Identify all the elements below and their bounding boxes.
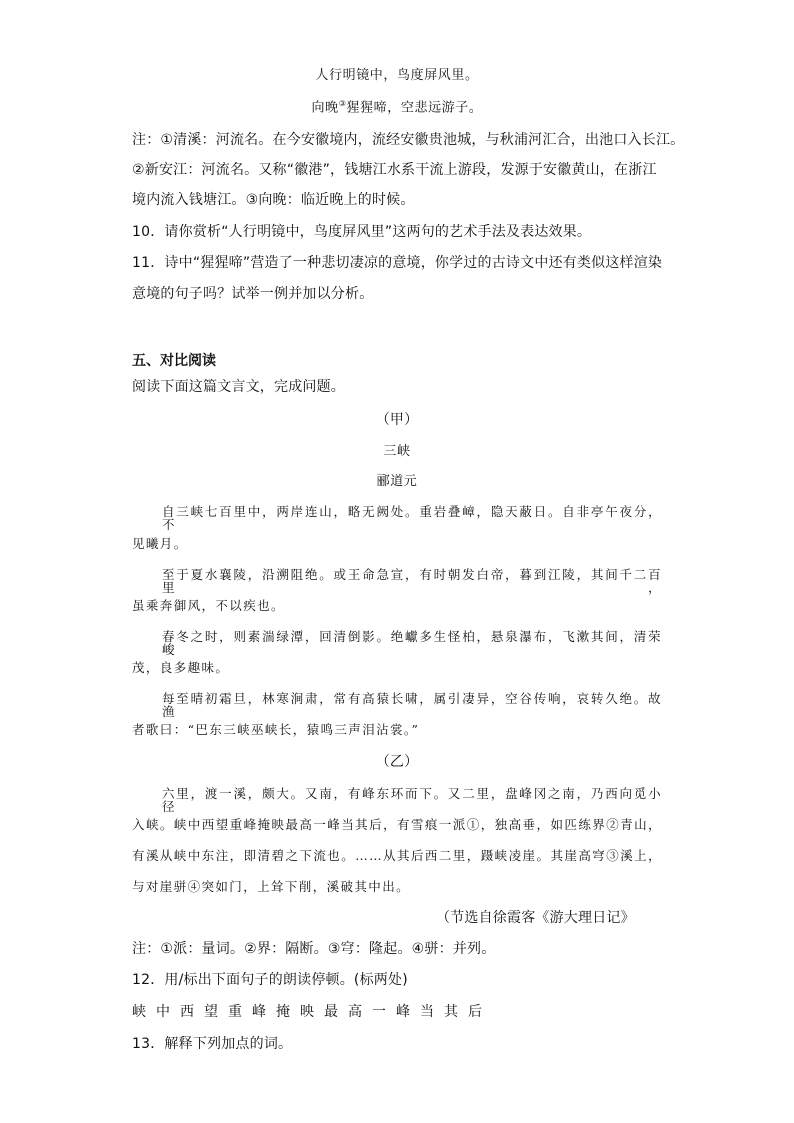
question-12: 12．用/标出下面句子的朗读停顿。(标两处) [132, 972, 408, 988]
text-a-p4-line-1: 每至晴初霜旦，林寒涧肃，常有高猿长啸，属引凄异，空谷传响，哀转久绝。故渔 [162, 691, 662, 719]
text-a-p4-line-2: 者歌曰：“巴东三峡巫峡长，猿鸣三声泪沾裳。” [132, 722, 420, 737]
text-a-p1-line-2: 见曦月。 [132, 536, 188, 551]
section-heading: 五、对比阅读 [132, 353, 216, 369]
text-a-p3-line-1: 春冬之时，则素湍绿潭，回清倒影。绝巘多生怪柏，悬泉瀑布，飞漱其间，清荣峻 [162, 629, 662, 657]
text-a-p3-line-2: 茂，良多趣味。 [132, 660, 230, 675]
question-13: 13．解释下列加点的词。 [132, 1036, 293, 1052]
footnote-marker: ③ [338, 99, 347, 108]
section-instruction: 阅读下面这篇文言文，完成问题。 [132, 379, 345, 395]
notes-line-2: ②新安江：河流名。又称“徽港”，钱塘江水系干流上游段，发源于安徽黄山，在浙江 [132, 162, 657, 178]
text-a-p1-line-1: 自三峡七百里中，两岸连山，略无阙处。重岩叠嶂，隐天蔽日。自非亭午夜分，不 [162, 504, 662, 532]
text-a-p2-line-2: 虽乘奔御风，不以疾也。 [132, 598, 285, 613]
notes-2-line-1: 注：①派：量词。②界：隔断。③穹：隆起。④骈：并列。 [132, 941, 496, 957]
question-11-line-1: 11．诗中“猩猩啼”营造了一种悲切凄凉的意境，你学过的古诗文中还有类似这样渲染 [132, 255, 663, 271]
question-12-sentence: 峡中西望重峰掩映最高一峰当其后 [132, 1004, 492, 1020]
question-11-line-2: 意境的句子吗？试举一例并加以分析。 [132, 286, 374, 302]
text-a-p2-line-1: 至于夏水襄陵，沿溯阻绝。或王命急宣，有时朝发白帝，暮到江陵，其间千二百里， [162, 567, 662, 595]
poem-line-2-start: 向晚 [311, 100, 339, 116]
text-b-label: （乙） [375, 754, 419, 770]
text-a-label: （甲） [375, 412, 419, 428]
poem-line-2 [0, 100, 794, 114]
text-b-source: （节选自徐霞客《游大理日记》 [436, 910, 635, 926]
text-a-title: 三峡 [383, 444, 411, 459]
text-b-line-2: 入峡。峡中西望重峰掩映最高一峰当其后，有雪痕一派①，独高垂，如匹练界②青山， [132, 817, 662, 832]
poem-line-2-end: 猩猩啼，空悲远游子。 [346, 100, 483, 116]
notes-line-1: 注：①清溪：河流名。在今安徽境内，流经安徽贵池城，与秋浦河汇合，出池口入长江。 [132, 132, 685, 148]
poem-line-1: 人行明镜中，鸟度屏风里。 [315, 68, 479, 83]
notes-line-3: 境内流入钱塘江。③向晚：临近晚上的时候。 [132, 192, 415, 208]
text-b-line-4: 与对崖骈④突如门，上耸下削，溪破其中出。 [132, 879, 411, 894]
question-10: 10．请你赏析“人行明镜中，鸟度屏风里”这两句的艺术手法及表达效果。 [132, 224, 592, 240]
text-b-line-1: 六里，渡一溪，颇大。又南，有峰东环而下。又二里，盘峰冈之南，乃西向觅小径 [162, 786, 662, 814]
text-b-line-3: 有溪从峡中东注，即清碧之下流也。……从其后西二里，蹑峡凌崖。其崖高穹③溪上， [132, 848, 662, 863]
text-a-author: 郦道元 [376, 474, 418, 489]
